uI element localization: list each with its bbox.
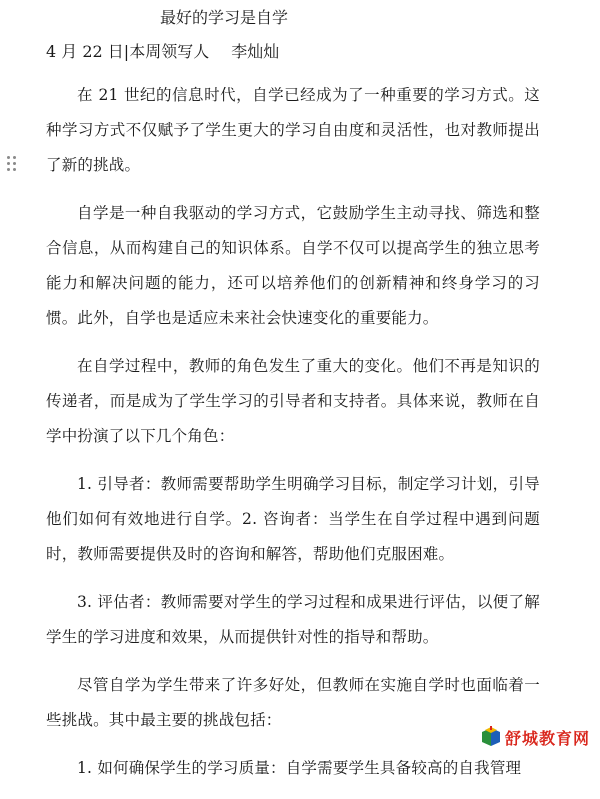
document-meta (46, 42, 279, 62)
drag-handle-icon[interactable] (7, 156, 17, 174)
paragraph: 在自学过程中，教师的角色发生了重大的变化。他们不再是知识的传递者，而是成为了学生学习的引导者和支持者。具体来说，教师在自学中扮演了以下几个角色： (46, 357, 540, 445)
watermark-text: 舒城教育网 (504, 728, 590, 748)
paragraph: 1. 如何确保学生的学习质量：自学需要学生具备较高的自我管理 (77, 759, 522, 777)
paragraph: 自学是一种自我驱动的学习方式，它鼓励学生主动寻找、筛选和整合信息，从而构建自己的知识体系。自学不仅可以提高学生的独立思考能力和解决问题的能力，还可以培养他们的创新精神和终身学习的习惯。此外，自学也是适应未来社会快速变化的重要能力。 (46, 204, 540, 327)
document-title: 最好的学习是自学 (160, 8, 289, 27)
paragraph: 在 21 世纪的信息时代，自学已经成为了一种重要的学习方式。这种学习方式不仅赋予了学生更大的学习自由度和灵活性，也对教师提出了新的挑战。 (46, 86, 540, 174)
book-logo-icon (481, 726, 501, 748)
watermark-logo (479, 723, 594, 751)
paragraph: 3. 评估者：教师需要对学生的学习过程和成果进行评估，以便了解学生的学习进度和效果，从而提供针对性的指导和帮助。 (46, 593, 540, 646)
meta-author: 李灿灿 (231, 42, 280, 61)
meta-date: 4 月 22 日|本周领写人 (46, 42, 210, 61)
document-body (46, 78, 540, 799)
paragraph: 尽管自学为学生带来了许多好处，但教师在实施自学时也面临着一些挑战。其中最主要的挑战包括： (46, 676, 540, 729)
paragraph: 1. 引导者：教师需要帮助学生明确学习目标，制定学习计划，引导他们如何有效地进行自学。2. 咨询者：当学生在自学过程中遇到问题时，教师需要提供及时的咨询和解答，帮助他们克服困难。 (46, 475, 540, 563)
